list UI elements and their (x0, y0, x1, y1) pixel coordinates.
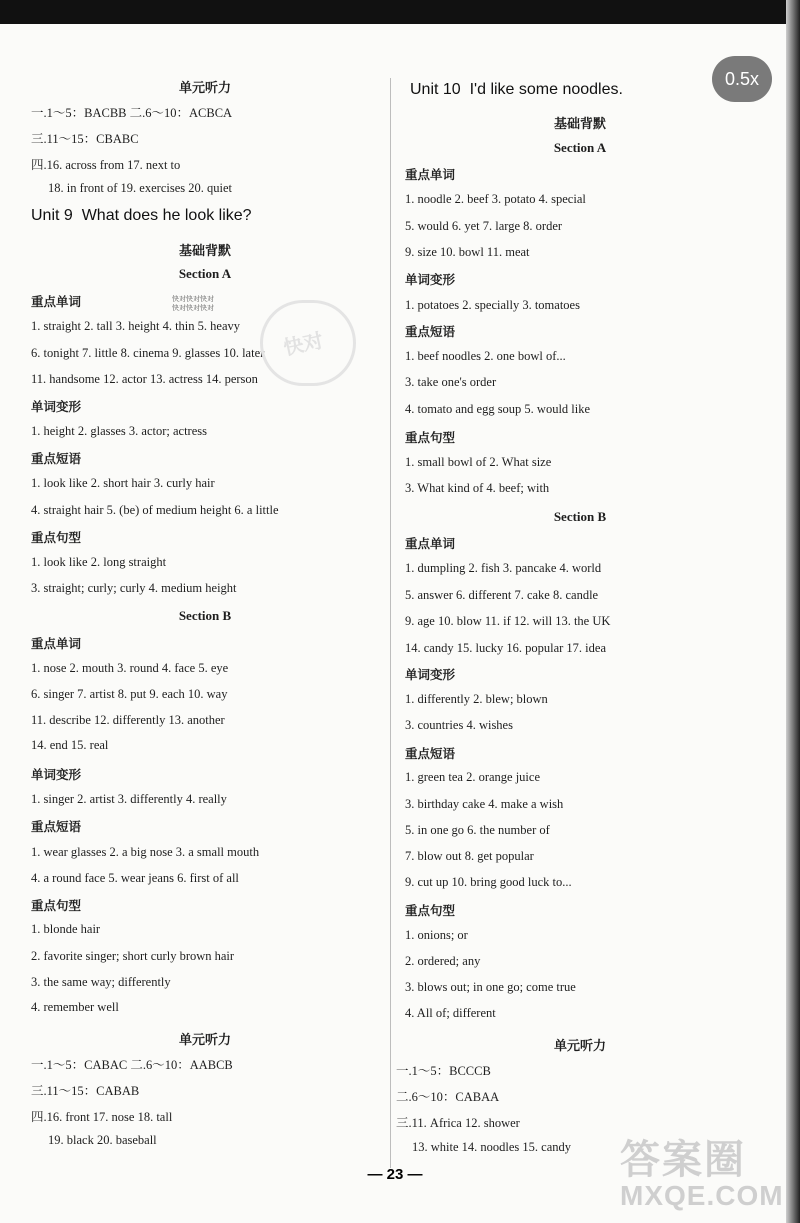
answer-line: 1. blonde hair (31, 922, 101, 936)
answer-line: 5. in one go 6. the number of (405, 823, 550, 837)
answer-line: 一.1～5：CABAC 二.6～10：AABCB (31, 1058, 233, 1072)
stamp-note: 快对快对快对 (172, 304, 214, 312)
section-heading: 重点短语 (405, 325, 456, 339)
answer-line: 三.11～15：CABAB (31, 1084, 140, 1098)
right-section-a: Section A (553, 140, 607, 155)
answer-line: 1. onions; or (405, 928, 468, 942)
left-section-b: Section B (178, 608, 232, 623)
answer-line: 1. look like 2. long straight (31, 555, 167, 569)
right-section-b: Section B (553, 509, 607, 524)
unit10-title: I'd like some noodles. (469, 81, 623, 98)
answer-line: 一.1～5：BCCCB (396, 1064, 491, 1078)
section-heading: 重点单词 (31, 295, 82, 309)
answer-line: 四.16. across from 17. next to (31, 158, 181, 172)
section-heading: 重点单词 (405, 537, 456, 551)
section-heading: 单词变形 (405, 668, 456, 682)
section-heading: 重点单词 (31, 637, 82, 651)
answer-line: 1. singer 2. artist 3. differently 4. really (31, 792, 227, 806)
unit10-heading (410, 81, 623, 99)
answer-line: 4. tomato and egg soup 5. would like (405, 402, 591, 416)
answer-line: 9. cut up 10. bring good luck to... (405, 875, 572, 889)
section-heading: 重点句型 (405, 431, 456, 445)
left-listen1-title: 单元听力 (178, 80, 231, 95)
answer-line: 三.11～15：CBABC (31, 132, 139, 146)
answer-line: 4. All of; different (405, 1006, 496, 1020)
answer-line: 3. straight; curly; curly 4. medium height (31, 581, 237, 595)
answer-line: 4. a round face 5. wear jeans 6. first of all (31, 871, 239, 885)
answer-line: 2. ordered; any (405, 954, 481, 968)
answer-line: 1. beef noodles 2. one bowl of... (405, 349, 566, 363)
watermark-brand: 答案圈 (620, 1138, 746, 1182)
answer-line: 4. straight hair 5. (be) of medium height 6. a little (31, 503, 279, 517)
answer-line: 2. favorite singer; short curly brown hair (31, 949, 235, 963)
section-heading: 重点句型 (31, 899, 82, 913)
page-number: — 23 — (367, 1166, 423, 1183)
answer-line: 一.1～5：BACBB 二.6～10：ACBCA (31, 106, 233, 120)
unit9-prefix: Unit 9 (31, 207, 73, 224)
answer-line: 三.11. Africa 12. shower (396, 1116, 520, 1130)
watermark-url: MXQE.COM (620, 1180, 784, 1211)
answer-line: 11. describe 12. differently 13. another (31, 713, 225, 727)
answer-line: 1. small bowl of 2. What size (405, 455, 552, 469)
right-listen-title: 单元听力 (553, 1038, 606, 1053)
answer-line: 1. dumpling 2. fish 3. pancake 4. world (405, 561, 602, 575)
answer-line: 9. age 10. blow 11. if 12. will 13. the UK (405, 614, 611, 628)
scan-right-edge (786, 0, 800, 1223)
scan-top-edge (0, 0, 800, 24)
answer-line: 1. nose 2. mouth 3. round 4. face 5. eye (31, 661, 229, 675)
answer-line: 9. size 10. bowl 11. meat (405, 245, 530, 259)
answer-line: 二.6～10：CABAA (396, 1090, 500, 1104)
answer-line: 1. green tea 2. orange juice (405, 770, 541, 784)
answer-line: 3. countries 4. wishes (405, 718, 513, 732)
section-heading: 重点短语 (31, 820, 82, 834)
unit10-prefix: Unit 10 (410, 81, 461, 98)
section-heading: 单词变形 (405, 273, 456, 287)
answer-line: 3. What kind of 4. beef; with (405, 481, 550, 495)
answer-line: 13. white 14. noodles 15. candy (412, 1140, 572, 1154)
answer-line: 6. tonight 7. little 8. cinema 9. glasses 10. later (31, 346, 265, 360)
section-heading: 重点句型 (31, 531, 82, 545)
right-basic-title: 基础背默 (553, 116, 606, 131)
left-listen2-title: 单元听力 (178, 1032, 231, 1047)
answer-line: 1. height 2. glasses 3. actor; actress (31, 424, 207, 438)
zoom-badge[interactable]: 0.5x (712, 56, 772, 102)
answer-line: 1. look like 2. short hair 3. curly hair (31, 476, 215, 490)
stamp-note: 快对快对快对 (172, 295, 214, 303)
answer-line: 14. end 15. real (31, 738, 109, 752)
stamp-text: 快对 (281, 330, 326, 360)
column-divider (390, 78, 391, 1168)
answer-line: 18. in front of 19. exercises 20. quiet (48, 181, 232, 195)
answer-line: 3. take one's order (405, 375, 497, 389)
answer-line: 4. remember well (31, 1000, 119, 1014)
section-heading: 单词变形 (31, 768, 82, 782)
unit9-heading (31, 207, 252, 225)
answer-line: 14. candy 15. lucky 16. popular 17. idea (405, 641, 606, 655)
answer-line: 6. singer 7. artist 8. put 9. each 10. way (31, 687, 228, 701)
answer-line: 1. straight 2. tall 3. height 4. thin 5. heavy (31, 319, 240, 333)
answer-line: 3. birthday cake 4. make a wish (405, 797, 564, 811)
answer-line: 1. noodle 2. beef 3. potato 4. special (405, 192, 586, 206)
section-heading: 单词变形 (31, 400, 82, 414)
answer-line: 3. blows out; in one go; come true (405, 980, 576, 994)
answer-line: 5. would 6. yet 7. large 8. order (405, 219, 563, 233)
answer-line: 19. black 20. baseball (48, 1133, 157, 1147)
answer-line: 5. answer 6. different 7. cake 8. candle (405, 588, 599, 602)
answer-line: 四.16. front 17. nose 18. tall (31, 1110, 173, 1124)
answer-line: 11. handsome 12. actor 13. actress 14. person (31, 372, 258, 386)
section-heading: 重点单词 (405, 168, 456, 182)
section-heading: 重点短语 (405, 747, 456, 761)
answer-line: 7. blow out 8. get popular (405, 849, 534, 863)
answer-line: 3. the same way; differently (31, 975, 171, 989)
left-section-a: Section A (178, 266, 232, 281)
answer-line: 1. wear glasses 2. a big nose 3. a small mouth (31, 845, 260, 859)
answer-line: 1. potatoes 2. specially 3. tomatoes (405, 298, 580, 312)
section-heading: 重点句型 (405, 904, 456, 918)
unit9-title: What does he look like? (81, 207, 252, 224)
answer-line: 1. differently 2. blew; blown (405, 692, 548, 706)
section-heading: 重点短语 (31, 452, 82, 466)
left-basic-title: 基础背默 (178, 243, 231, 258)
